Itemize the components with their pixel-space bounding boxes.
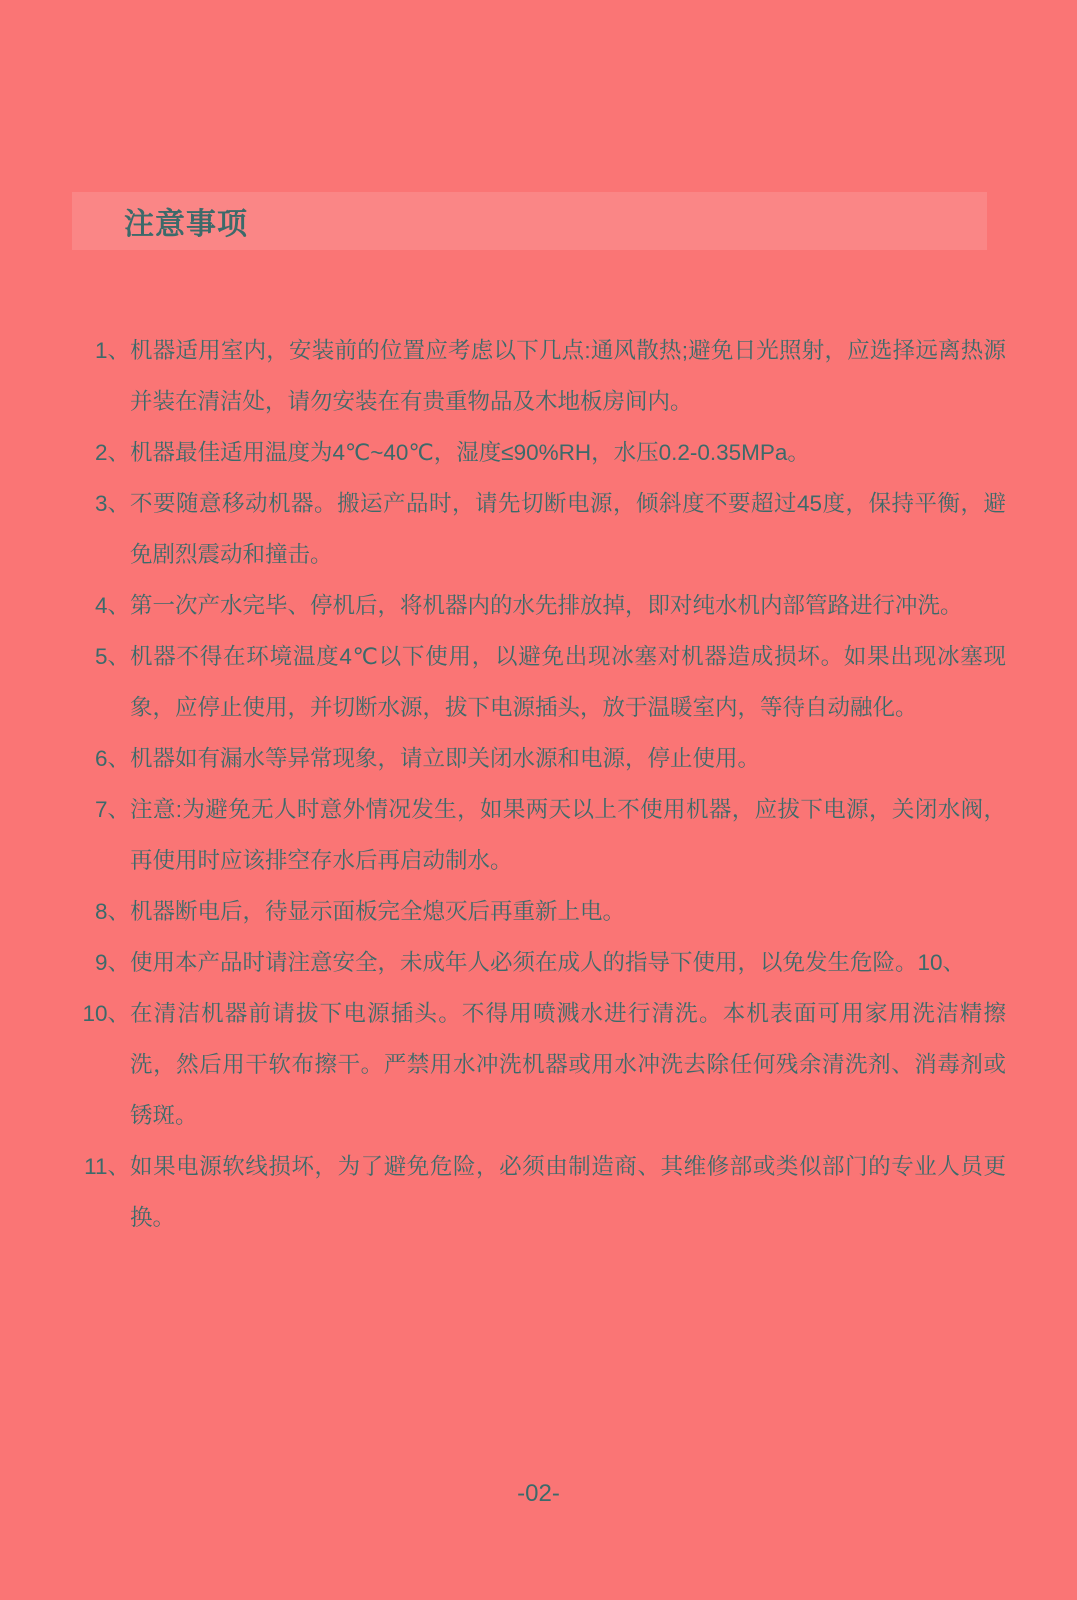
list-item-text: 如果电源软线损坏，为了避免危险，必须由制造商、其维修部或类似部门的专业人员更换。: [130, 1154, 1006, 1230]
list-item: [76, 1141, 1006, 1243]
list-item-number: 3、: [94, 491, 130, 516]
list-item-text: 机器适用室内，安装前的位置应考虑以下几点:通风散热;避免日光照射，应选择远离热源并装在清洁处，请勿安装在有贵重物品及木地板房间内。: [130, 338, 1006, 414]
list-item-number: 1、: [94, 338, 130, 363]
list-item: [76, 427, 1006, 478]
list-item-text: 机器不得在环境温度4℃以下使用，以避免出现冰塞对机器造成损坏。如果出现冰塞现象，应停止使用，并切断水源，拔下电源插头，放于温暖室内，等待自动融化。: [130, 644, 1006, 720]
list-item: [76, 631, 1006, 733]
list-item-text: 机器如有漏水等异常现象，请立即关闭水源和电源，停止使用。: [130, 746, 761, 771]
list-item-text: 第一次产水完毕、停机后，将机器内的水先排放掉，即对纯水机内部管路进行冲洗。: [130, 593, 963, 618]
list-item-text: 注意:为避免无人时意外情况发生，如果两天以上不使用机器，应拔下电源，关闭水阀，再使用时应该排空存水后再启动制水。: [130, 797, 1006, 873]
page-title: 注意事项: [124, 208, 248, 241]
list-item: [76, 988, 1006, 1141]
section-title-bar: [72, 192, 987, 250]
list-item-number: 2、: [94, 440, 130, 465]
list-item-number: 8、: [94, 899, 130, 924]
list-item-number: 6、: [94, 746, 130, 771]
list-item: [76, 784, 1006, 886]
list-item-text: 机器最佳适用温度为4℃~40℃，湿度≤90%RH，水压0.2-0.35MPa。: [130, 440, 810, 465]
list-item: [76, 733, 1006, 784]
list-item-text: 使用本产品时请注意安全，未成年人必须在成人的指导下使用，以免发生危险。10、: [130, 950, 966, 975]
list-item: [76, 580, 1006, 631]
list-item-number: 7、: [94, 797, 130, 822]
list-item: [76, 937, 1006, 988]
list-item-number: 9、: [94, 950, 130, 975]
list-item-text: 机器断电后，待显示面板完全熄灭后再重新上电。: [130, 899, 626, 924]
list-item-number: 4、: [94, 593, 130, 618]
list-item: [76, 886, 1006, 937]
page-number: -02-: [517, 1480, 560, 1507]
list-item: [76, 478, 1006, 580]
list-item-number: 11、: [84, 1154, 130, 1179]
notes-list: [76, 325, 1006, 1243]
list-item-text: 在清洁机器前请拔下电源插头。不得用喷溅水进行清洗。本机表面可用家用洗洁精擦洗，然后用干软布擦干。严禁用水冲洗机器或用水冲洗去除任何残余清洗剂、消毒剂或锈斑。: [130, 1001, 1006, 1128]
list-item-number: 5、: [94, 644, 130, 669]
list-item: [76, 325, 1006, 427]
list-item-number: 10、: [82, 1001, 130, 1026]
list-item-text: 不要随意移动机器。搬运产品时，请先切断电源，倾斜度不要超过45度，保持平衡，避免剧烈震动和撞击。: [130, 491, 1006, 567]
